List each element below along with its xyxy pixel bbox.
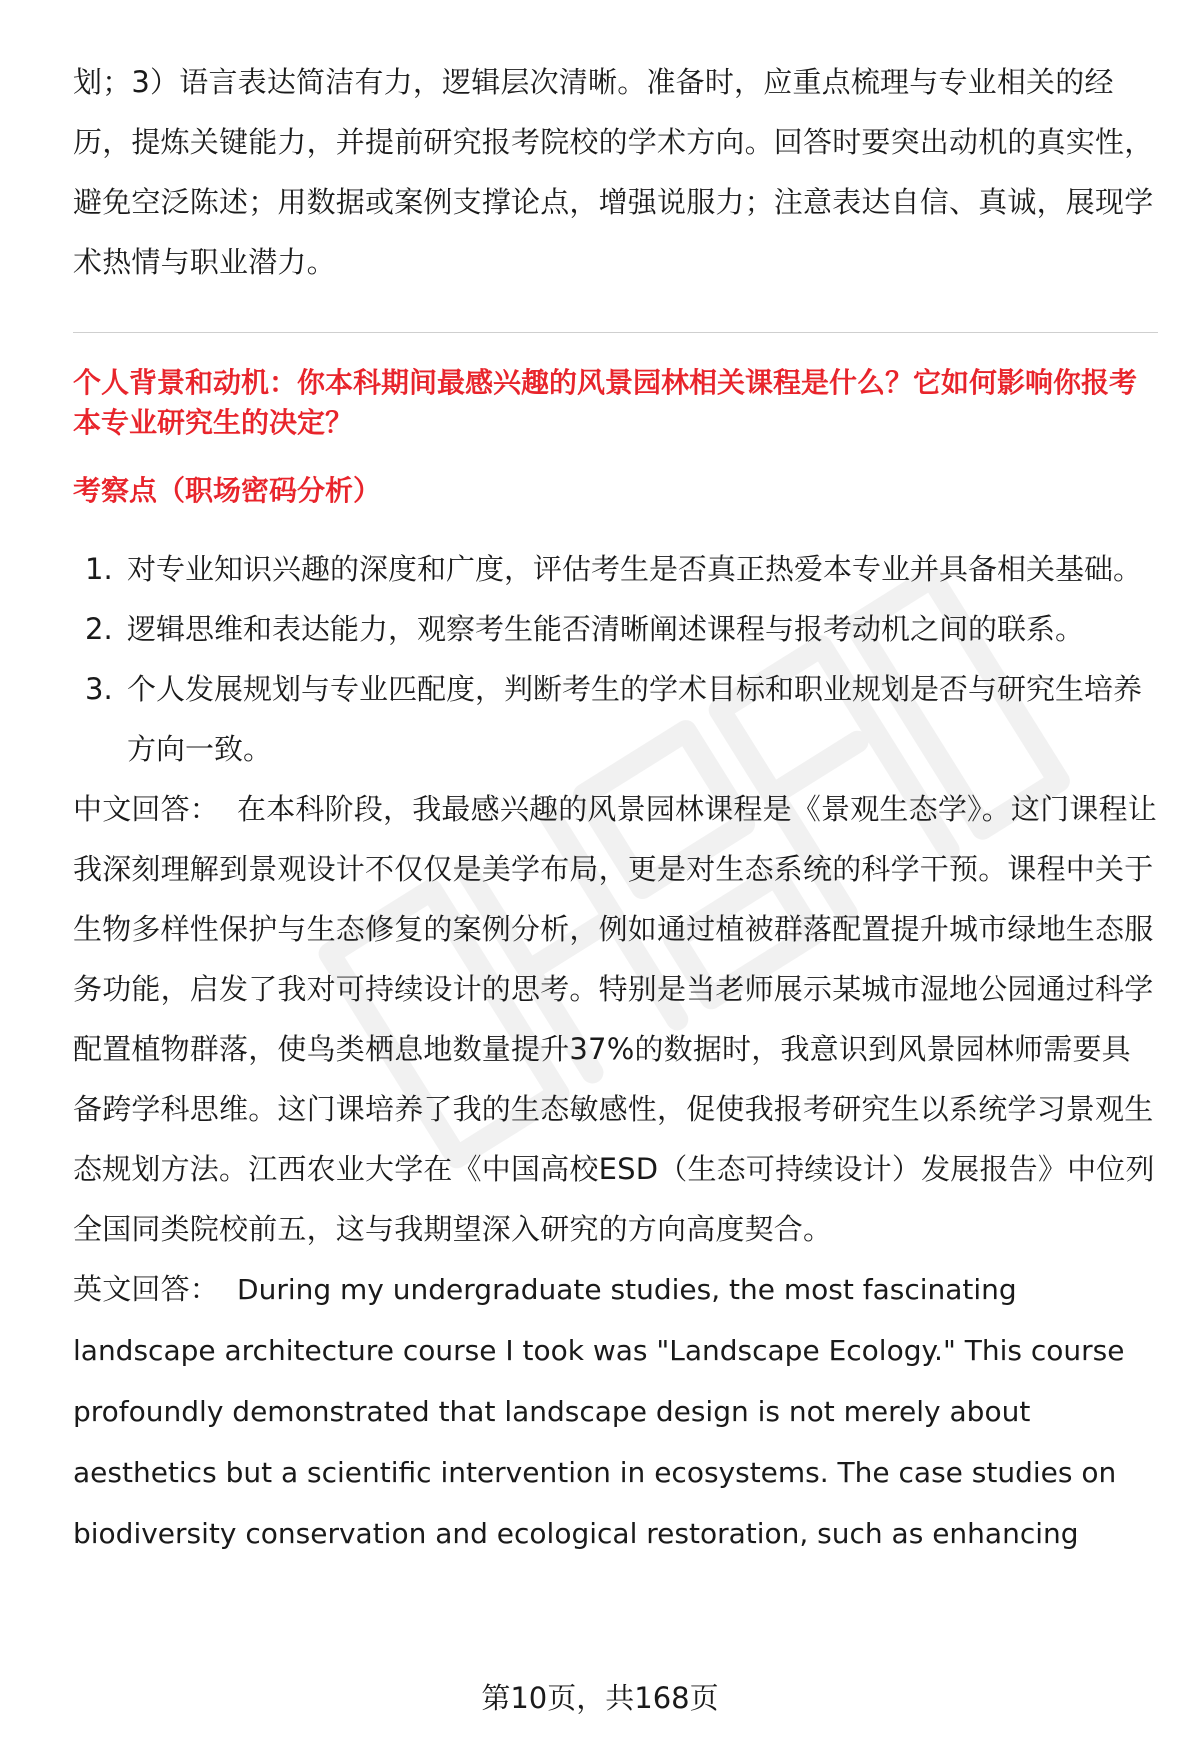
chinese-answer-label: 中文回答： [73, 792, 220, 826]
assessment-item-text: 个人发展规划与专业匹配度，判断考生的学术目标和职业规划是否与研究生培养方向一致。 [127, 672, 1143, 766]
assessment-item-text: 逻辑思维和表达能力，观察考生能否清晰阐述课程与报考动机之间的联系。 [127, 612, 1085, 646]
assessment-list [73, 539, 1158, 779]
assessment-item-text: 对专业知识兴趣的深度和广度，评估考生是否真正热爱本专业并具备相关基础。 [127, 552, 1143, 586]
section-divider [73, 332, 1158, 333]
chinese-answer-paragraph [73, 779, 1158, 1259]
english-answer-label: 英文回答： [73, 1272, 220, 1306]
assessment-item-number: 2. [85, 612, 113, 646]
assessment-heading: 考察点（职场密码分析） [73, 474, 382, 507]
assessment-item [73, 539, 1158, 599]
assessment-item [73, 599, 1158, 659]
english-answer-paragraph [73, 1259, 1158, 1564]
english-answer-text: During my undergraduate studies, the most fascinating landscape architecture course I took was "Landscape Ecology." This course profoundly demonstrated that landscape design is not merely about aesthetics but a scientific intervention in ecosystems. The case studies on biodiversity conservation and ecological restoration, such as enhancing [73, 1273, 1125, 1550]
chinese-answer-text: 在本科阶段，我最感兴趣的风景园林课程是《景观生态学》。这门课程让我深刻理解到景观设计不仅仅是美学布局，更是对生态系统的科学干预。课程中关于生物多样性保护与生态修复的案例分析，例如通过植被群落配置提升城市绿地生态服务功能，启发了我对可持续设计的思考。特别是当老师展示某城市湿地公园通过科学配置植物群落，使鸟类栖息地数量提升37%的数据时，我意识到风景园林师需要具备跨学科思维。这门课培养了我的生态敏感性，促使我报考研究生以系统学习景观生态规划方法。江西农业大学在《中国高校ESD（生态可持续设计）发展报告》中位列全国同类院校前五，这与我期望深入研究的方向高度契合。 [73, 792, 1157, 1246]
assessment-item-number: 1. [85, 552, 113, 586]
page-number-footer: 第10页，共168页 [481, 1681, 719, 1715]
assessment-item-number: 3. [85, 672, 113, 706]
question-title: 个人背景和动机：你本科期间最感兴趣的风景园林相关课程是什么？它如何影响你报考本专业研究生的决定？ [73, 366, 1138, 439]
assessment-item [73, 659, 1158, 779]
intro-paragraph: 划；3）语言表达简洁有力，逻辑层次清晰。准备时，应重点梳理与专业相关的经历，提炼关键能力，并提前研究报考院校的学术方向。回答时要突出动机的真实性，避免空泛陈述；用数据或案例支撑论点，增强说服力；注意表达自信、真诚，展现学术热情与职业潜力。 [73, 65, 1154, 279]
content-column [73, 52, 1158, 1564]
